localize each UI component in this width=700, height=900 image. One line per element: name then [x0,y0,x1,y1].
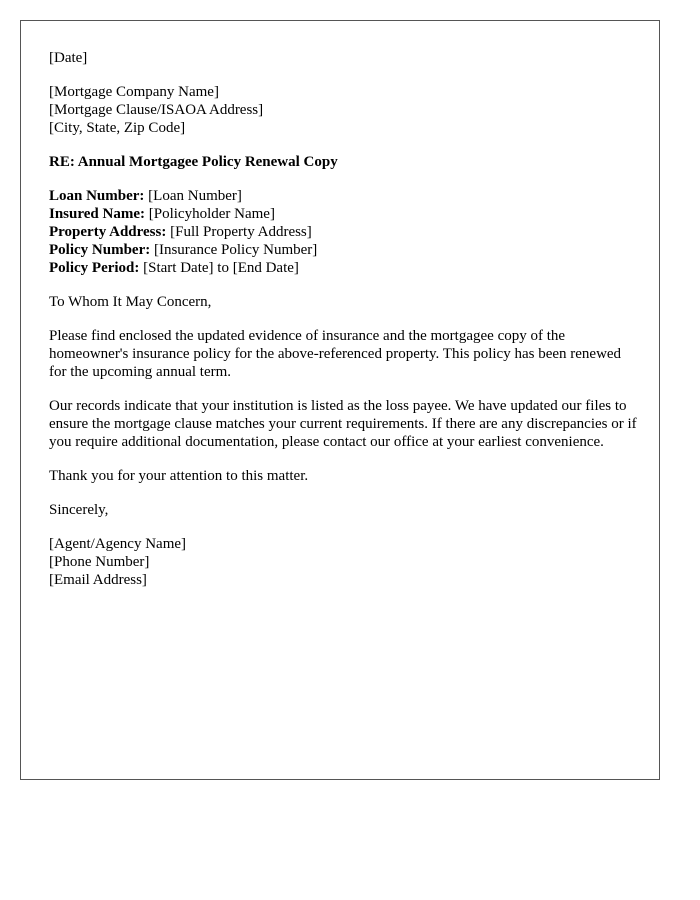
details-block [49,187,639,277]
detail-value: [Policyholder Name] [148,206,275,222]
detail-label: Property Address: [49,224,167,240]
recipient-company: [Mortgage Company Name] [49,84,219,100]
subject-block [49,153,639,171]
detail-loan-number [49,187,639,205]
signature-agent: [Agent/Agency Name] [49,536,187,552]
recipient-block [49,83,639,137]
detail-policy-period [49,259,639,277]
signature-block [49,535,639,589]
detail-value: [Insurance Policy Number] [153,242,318,258]
detail-label: Loan Number: [49,188,145,204]
closing: Sincerely, [49,502,109,518]
letter-body [49,49,639,605]
detail-value: [Start Date] to [End Date] [143,260,299,276]
detail-value: [Loan Number] [148,188,242,204]
recipient-city-state-zip: [City, State, Zip Code] [49,120,186,136]
signature-phone: [Phone Number] [49,554,150,570]
body-paragraph-1: Please find enclosed the updated evidence of insurance and the mortgagee copy of the homeowner's insurance policy for the above-referenced property. This policy has been renewed for the upcoming annual term. [49,328,622,380]
body-paragraph-3: Thank you for your attention to this matter. [49,468,309,484]
detail-label: Policy Period: [49,260,140,276]
subject-line: RE: Annual Mortgagee Policy Renewal Copy [49,154,338,170]
letter-page [20,20,660,780]
body-paragraph-2: Our records indicate that your institution is listed as the loss payee. We have updated our files to ensure the mortgage clause matches your current requirements. If there are any discrepancies or if you require additional documentation, please contact our office at your earliest convenience. [49,398,637,450]
detail-policy-number [49,241,639,259]
date-line: [Date] [49,50,88,66]
detail-label: Insured Name: [49,206,145,222]
closing-block [49,501,639,519]
salutation-block [49,293,639,311]
detail-property-address [49,223,639,241]
detail-value: [Full Property Address] [170,224,312,240]
detail-label: Policy Number: [49,242,151,258]
detail-insured-name [49,205,639,223]
recipient-address: [Mortgage Clause/ISAOA Address] [49,102,264,118]
signature-email: [Email Address] [49,572,147,588]
salutation: To Whom It May Concern, [49,294,212,310]
date-block [49,49,639,67]
